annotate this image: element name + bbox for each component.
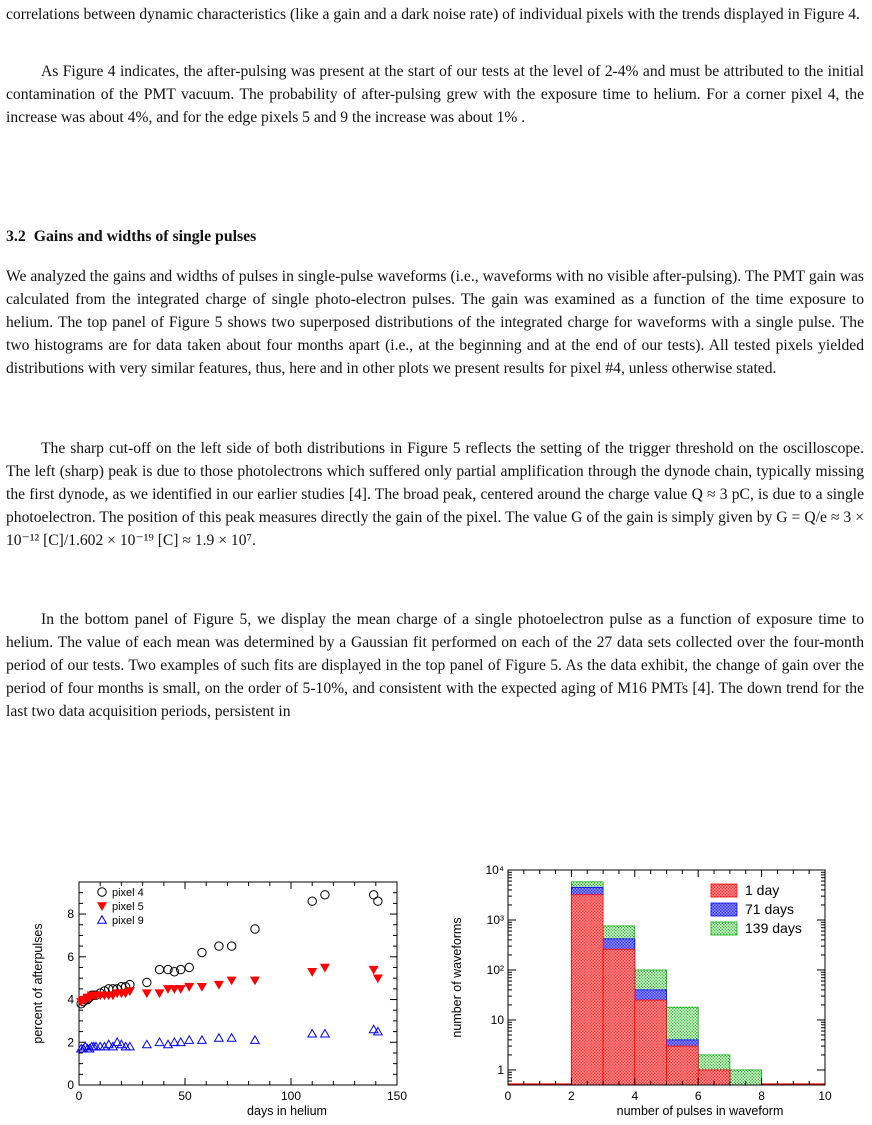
data-point-pixel-9: [155, 1038, 164, 1046]
histogram-bar-1-day: [571, 895, 603, 1085]
data-point-pixel-5: [227, 977, 236, 985]
y-tick-label: 10³: [486, 912, 504, 927]
x-tick-label: 0: [75, 1089, 83, 1103]
x-tick-label: 2: [568, 1089, 575, 1103]
x-tick-label: 6: [694, 1089, 702, 1103]
data-point-pixel-9: [308, 1030, 317, 1038]
legend-marker: [98, 888, 106, 896]
x-tick-label: 150: [386, 1089, 408, 1103]
data-point-pixel-5: [308, 968, 317, 976]
x-tick-label: 8: [758, 1089, 765, 1103]
histogram-bar-1-day: [635, 1000, 667, 1085]
histogram-bar-1-day: [603, 949, 635, 1085]
data-point-pixel-9: [374, 1027, 383, 1035]
data-point-pixel-4: [308, 897, 316, 905]
data-point-pixel-5: [176, 986, 185, 994]
data-point-pixel-9: [185, 1036, 194, 1044]
legend-label: pixel 5: [112, 901, 144, 913]
data-point-pixel-9: [109, 1042, 118, 1050]
data-point-pixel-5: [215, 981, 224, 989]
data-point-pixel-5: [251, 977, 260, 985]
data-point-pixel-9: [121, 1042, 130, 1050]
legend-swatch: [711, 903, 737, 916]
data-point-pixel-4: [155, 965, 163, 973]
data-point-pixel-4: [321, 891, 329, 899]
paragraph-3: We analyzed the gains and widths of pulses in single-pulse waveforms (i.e., waveforms with no visible after-pulsing). The PMT gain was calculated from the integrated charge of single photo-electron pulses. The gain was examined as a function of the time exposure to helium. The top panel of Figure 5 shows two superposed distributions of the integrated charge for waveforms with a single pulse. The two histograms are for data taken about four months apart (i.e., at the beginning and at the end of our tests). All tested pixels yielded distributions with very similar features, thus, here and in other plots we present results for pixel #4, unless otherwise stated.: [6, 268, 864, 377]
section-number: 3.2: [6, 228, 26, 245]
y-axis-label: number of waveforms: [450, 917, 464, 1038]
x-tick-label: 0: [504, 1089, 512, 1103]
data-point-pixel-9: [227, 1034, 236, 1042]
data-point-pixel-9: [100, 1042, 109, 1050]
section-title: Gains and widths of single pulses: [33, 228, 257, 245]
data-point-pixel-4: [198, 948, 206, 956]
x-axis-label: days in helium: [247, 1104, 327, 1118]
y-tick-label: 4: [67, 992, 74, 1007]
data-point-pixel-4: [227, 942, 235, 950]
data-point-pixel-9: [198, 1036, 207, 1044]
histogram-bar-1-day: [667, 1046, 699, 1085]
y-tick-label: 0: [67, 1078, 74, 1092]
x-tick-label: 100: [280, 1089, 302, 1103]
data-point-pixel-9: [126, 1042, 135, 1050]
paragraph-5: In the bottom panel of Figure 5, we display the mean charge of a single photoelectron pulse as a function of exposure time to helium. The value of each mean was determined by a Gaussian fit performed on each of the 27 data sets collected over the four-month period of our tests. Two examples of such fits are displayed in the top panel of Figure 5. As the data exhibit, the change of gain over the period of four months is small, on the order of 5-10%, and consistent with the expected aging of M16 PMTs [4]. The down trend for the last two data acquisition periods, persistent in: [6, 611, 864, 720]
data-point-pixel-4: [374, 897, 382, 905]
data-point-pixel-4: [215, 942, 223, 950]
y-tick-label: 10⁴: [485, 863, 504, 877]
data-point-pixel-5: [369, 966, 378, 974]
legend-label: pixel 9: [112, 915, 144, 927]
legend-label: 139 days: [745, 920, 802, 936]
data-point-pixel-4: [185, 963, 193, 971]
x-axis-label: number of pulses in waveform: [616, 1104, 784, 1118]
paragraph-2: As Figure 4 indicates, the after-pulsing was present at the start of our tests at the level of 2-4% and must be attributed to the initial contamination of the PMT vacuum. The probability of after-pulsing grew with the exposure time to helium. For a corner pixel 4, the increase was about 4%, and for the edge pixels 5 and 9 the increase was about 1% .: [6, 63, 864, 126]
data-point-pixel-5: [185, 983, 194, 991]
data-point-pixel-5: [198, 983, 207, 991]
data-point-pixel-9: [251, 1036, 260, 1044]
data-point-pixel-4: [143, 978, 151, 986]
y-tick-label: 8: [67, 907, 74, 922]
legend-swatch: [711, 884, 737, 897]
x-tick-label: 4: [631, 1089, 639, 1103]
data-point-pixel-9: [215, 1034, 224, 1042]
legend-marker: [98, 916, 107, 924]
data-point-pixel-5: [374, 975, 383, 983]
y-tick-label: 1: [497, 1062, 504, 1077]
y-tick-label: 2: [67, 1035, 74, 1050]
y-tick-label: 10²: [486, 962, 504, 977]
x-tick-label: 10: [818, 1089, 832, 1103]
data-point-pixel-5: [321, 964, 330, 972]
data-point-pixel-9: [143, 1040, 152, 1048]
data-point-pixel-5: [143, 990, 152, 998]
paragraph-4: The sharp cut-off on the left side of both distributions in Figure 5 reflects the setting of the trigger threshold on the oscilloscope. The left (sharp) peak is due to those photolectrons which suffered only partial amplification through the dynode chain, typically missing the first dynode, as we identified in our earlier studies [4]. The broad peak, centered around the charge value Q ≈ 3 pC, is due to a single photoelectron. The position of this peak measures directly the gain of the pixel. The value G of the gain is simply given by G = Q/e ≈ 3 × 10⁻¹² [C]/1.602 × 10⁻¹⁹ [C] ≈ 1.9 × 10⁷.: [6, 440, 864, 549]
y-tick-label: 10: [490, 1012, 504, 1027]
legend-label: pixel 4: [112, 887, 144, 899]
legend-label: 1 day: [745, 882, 780, 898]
paragraph-1: correlations between dynamic characteristics (like a gain and a dark noise rate) of individual pixels with the trends displayed in Figure 4.: [6, 6, 860, 23]
data-point-pixel-4: [251, 925, 259, 933]
y-axis-label: percent of afterpulses: [31, 923, 45, 1044]
x-tick-label: 50: [178, 1089, 192, 1103]
legend-swatch: [711, 922, 737, 935]
data-point-pixel-5: [155, 990, 164, 998]
legend-label: 71 days: [745, 901, 795, 917]
data-point-pixel-9: [321, 1030, 330, 1038]
legend-marker: [98, 903, 107, 911]
y-tick-label: 6: [67, 949, 74, 964]
